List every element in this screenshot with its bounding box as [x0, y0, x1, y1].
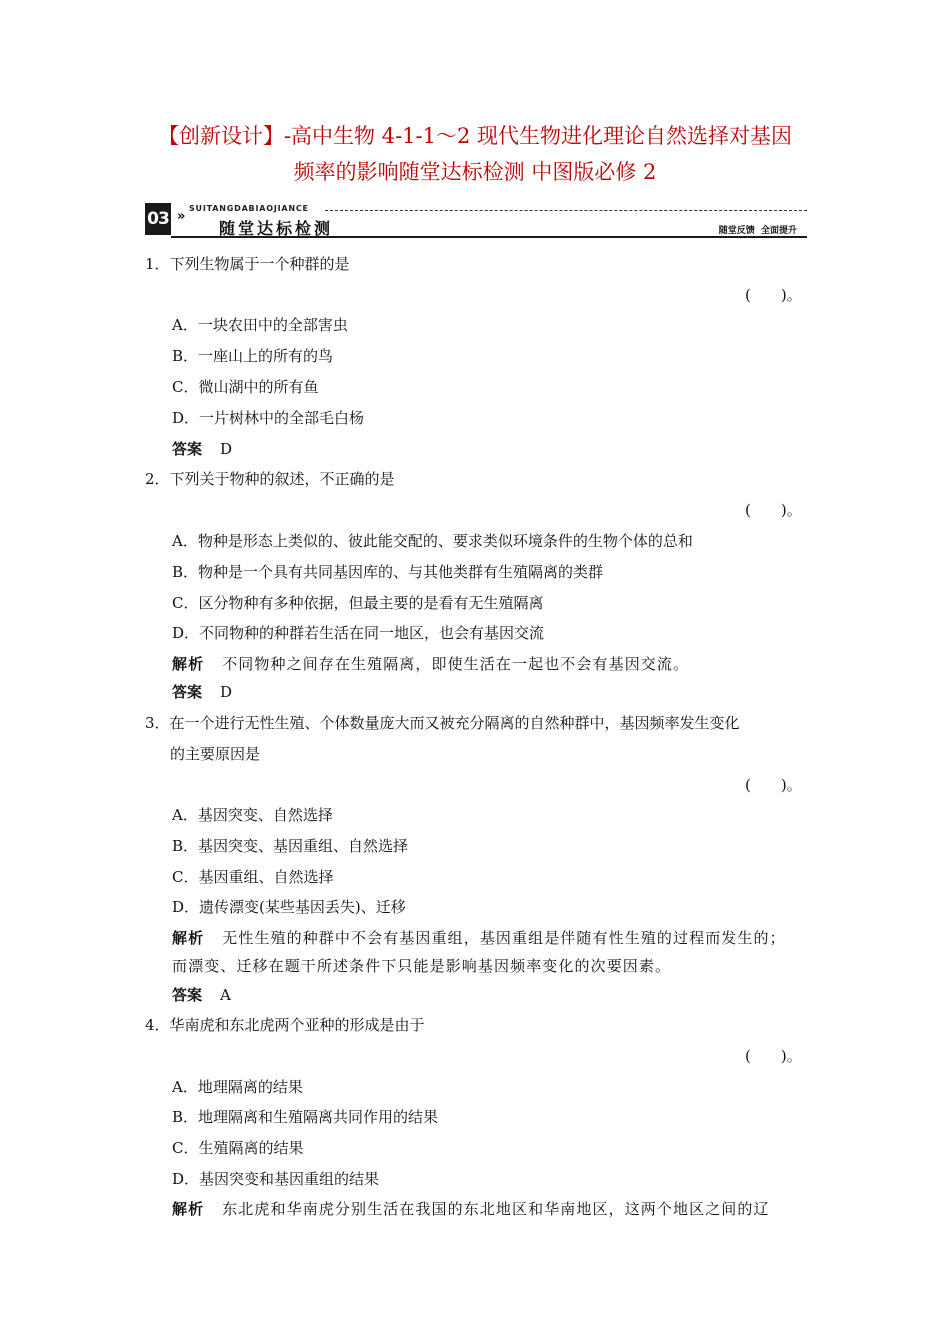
answer-value: A [220, 986, 231, 1004]
answer-value: D [220, 440, 233, 458]
analysis-line [172, 1199, 770, 1219]
answer-blank: ( )。 [745, 1047, 802, 1065]
option-d: D．一片树林中的全部毛白杨 [172, 409, 365, 427]
answer-line [172, 439, 232, 459]
question-stem-cont: 的主要原因是 [170, 745, 261, 763]
title-line-1: 【创新设计】-高中生物 4-1-1～2 现代生物进化理论自然选择对基因 [157, 124, 793, 148]
section-number-badge: 03 [145, 203, 171, 235]
analysis-label: 解析 [172, 929, 205, 947]
answer-blank: ( )。 [745, 501, 802, 519]
answer-line [172, 682, 232, 702]
question-stem: 1．下列生物属于一个种群的是 [145, 255, 350, 273]
option-b: B．基因突变、基因重组、自然选择 [172, 837, 409, 855]
analysis-line [172, 928, 786, 948]
option-a: A．物种是形态上类似的、彼此能交配的、要求类似环境条件的生物个体的总和 [172, 532, 693, 550]
title-line-2: 频率的影响随堂达标检测 中图版必修 2 [293, 160, 657, 184]
banner-rule [171, 236, 807, 238]
answer-label: 答案 [172, 986, 203, 1004]
option-d: D．遗传漂变(某些基因丢失)、迁移 [172, 898, 406, 916]
section-tagline: 随堂反馈 全面提升 [718, 226, 797, 236]
analysis-label: 解析 [172, 655, 205, 673]
option-c: C．微山湖中的所有鱼 [172, 378, 319, 396]
analysis-text: 东北虎和华南虎分别生活在我国的东北地区和华南地区，这两个地区之间的辽 [222, 1200, 770, 1218]
answer-blank: ( )。 [745, 286, 802, 304]
option-a: A．一块农田中的全部害虫 [172, 316, 348, 334]
option-d: D．不同物种的种群若生活在同一地区，也会有基因交流 [172, 624, 545, 642]
question-stem: 3．在一个进行无性生殖、个体数量庞大而又被充分隔离的自然种群中，基因频率发生变化 [145, 714, 740, 732]
option-c: C．区分物种有多种依据，但最主要的是看有无生殖隔离 [172, 594, 544, 612]
analysis-text: 无性生殖的种群中不会有基因重组，基因重组是伴随有性生殖的过程而发生的； [222, 929, 786, 947]
section-banner [145, 203, 807, 239]
option-c: C．生殖隔离的结果 [172, 1139, 304, 1157]
option-b: B．地理隔离和生殖隔离共同作用的结果 [172, 1108, 439, 1126]
option-b: B．物种是一个具有共同基因库的、与其他类群有生殖隔离的类群 [172, 563, 604, 581]
section-pinyin: SUITANGDABIAOJIANCE [189, 204, 309, 213]
option-d: D．基因突变和基因重组的结果 [172, 1170, 380, 1188]
question-stem: 2．下列关于物种的叙述，不正确的是 [145, 470, 395, 488]
analysis-line [172, 654, 689, 674]
analysis-text-cont: 而漂变、迁移在题干所述条件下只能是影响基因频率变化的次要因素。 [172, 957, 672, 975]
option-a: A．基因突变、自然选择 [172, 806, 333, 824]
question-stem: 4．华南虎和东北虎两个亚种的形成是由于 [145, 1016, 425, 1034]
answer-value: D [220, 683, 233, 701]
answer-label: 答案 [172, 440, 203, 458]
option-b: B．一座山上的所有的鸟 [172, 347, 334, 365]
analysis-text: 不同物种之间存在生殖隔离，即使生活在一起也不会有基因交流。 [222, 655, 690, 673]
answer-blank: ( )。 [745, 776, 802, 794]
analysis-label: 解析 [172, 1200, 205, 1218]
option-c: C．基因重组、自然选择 [172, 868, 334, 886]
section-heading: 随堂达标检测 [219, 219, 334, 238]
document-title [100, 118, 850, 190]
option-a: A．地理隔离的结果 [172, 1078, 303, 1096]
dashed-divider [325, 210, 807, 211]
answer-label: 答案 [172, 683, 203, 701]
answer-line [172, 985, 231, 1005]
double-arrow-icon: » [177, 209, 186, 224]
